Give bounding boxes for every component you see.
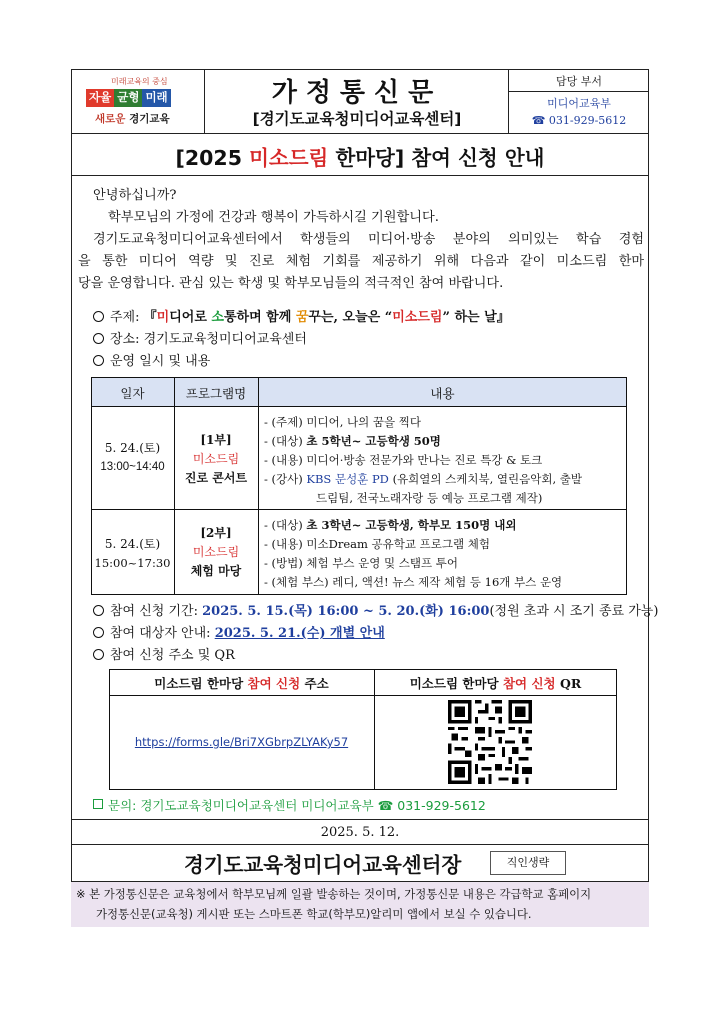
table-row-divider	[91, 509, 627, 510]
checkbox-square-icon	[93, 799, 103, 809]
intro-line-1: 경기도교육청미디어교육센터에서 학생들의 미디어·방송 분야의 의미있는 학습 경험	[93, 232, 644, 247]
page-subtitle: [경기도교육청미디어교육센터]	[252, 110, 462, 128]
apply-period-item: 참여 신청 기간: 2025. 5. 15.(목) 16:00 ~ 5. 20.(화) 16:00(정원 초과 시 조기 종료 가능)	[93, 602, 658, 622]
col-header-program: 프로그램명	[185, 386, 247, 401]
row1-program: [1부] 미소드림 진로 콘서트	[184, 433, 248, 485]
signup-link[interactable]: https://forms.gle/Bri7XGbrpZLYAKy57	[134, 735, 349, 749]
row2-program: [2부] 미소드림 체험 마당	[190, 526, 242, 578]
logo	[86, 89, 171, 107]
logo-tagline: 미래교육의 중심	[111, 77, 168, 86]
row2-line-1: - (대상) 초 3학년~ 고등학생, 학부모 150명 내외	[264, 518, 517, 532]
greeting: 안녕하십니까?	[93, 188, 177, 203]
row2-line-2: - (내용) 미소Dream 공유학교 프로그램 체험	[264, 537, 490, 551]
issuer-signature: 경기도교육청미디어교육센터장	[184, 853, 462, 877]
contact-info: 문의: 경기도교육청미디어교육센터 미디어교육부 ☎ 031-929-5612	[93, 796, 486, 814]
doc-title: [2025 미소드림 한마당] 참여 신청 안내	[175, 146, 545, 170]
logo-word-1: 자율	[86, 89, 114, 107]
logo-word-3: 미래	[142, 89, 170, 107]
page-title: 가정통신문	[271, 78, 443, 108]
row2-line-4: - (체험 부스) 레디, 액션! 뉴스 제작 체험 등 16개 부스 운영	[264, 575, 563, 589]
bullet-circle-icon	[93, 649, 104, 660]
table-col-divider	[258, 377, 259, 595]
intro-line-2: 을 통한 미디어 역량 및 진로 체험 기회를 제공하기 위해 다음과 같이 미소드림 한마	[78, 254, 644, 269]
row1-line-1: - (주제) 미디어, 나의 꿈을 찍다	[264, 415, 421, 429]
row1-line-2: - (대상) 초 5학년~ 고등학생 50명	[264, 434, 441, 448]
footer-note-line-1: ※ 본 가정통신문은 교육청에서 학부모님께 일괄 발송하는 것이며, 가정통신문 내용은 각급학교 홈페이지	[76, 887, 592, 901]
col-header-qr: 미소드림 한마당 참여 신청 QR	[409, 676, 582, 691]
bullet-circle-icon	[93, 605, 104, 616]
row1-line-4: - (강사) KBS 문성훈 PD (유희열의 스케치북, 열린음악회, 출발	[264, 472, 582, 486]
row2-line-3: - (방법) 체험 부스 운영 및 스탬프 투어	[264, 556, 458, 570]
dept-phone: ☎ 031-929-5612	[531, 114, 627, 127]
qr-code-icon[interactable]	[448, 700, 532, 784]
row1-date: 5. 24.(토) 13:00~14:40	[100, 441, 165, 473]
bullet-circle-icon	[93, 627, 104, 638]
col-header-content: 내용	[430, 386, 455, 401]
logo-slogan: 새로운 경기교육	[95, 113, 170, 125]
place-item: 장소: 경기도교육청미디어교육센터	[93, 330, 307, 350]
seal-omitted: 직인생략	[490, 851, 566, 875]
col-header-url: 미소드림 한마당 참여 신청 주소	[154, 676, 329, 691]
schedule-label: 운영 일시 및 내용	[93, 352, 210, 372]
dept-label: 담당 부서	[555, 75, 602, 88]
footer-note-line-2: 가정통신문(교육청) 게시판 또는 스마트폰 학교(학부모)알리미 앱에서 보실 수 있습니다.	[96, 907, 532, 921]
dept-name: 미디어교육부	[547, 97, 611, 110]
wish: 학부모님의 가정에 건강과 행복이 가득하시길 기원합니다.	[108, 210, 439, 225]
col-header-date: 일자	[120, 386, 145, 401]
apply-addr-label: 참여 신청 주소 및 QR	[93, 646, 235, 666]
bullet-circle-icon	[93, 333, 104, 344]
bullet-circle-icon	[93, 311, 104, 322]
logo-word-2: 균형	[114, 89, 142, 107]
dept-divider	[509, 91, 649, 92]
notice-item: 참여 대상자 안내: 2025. 5. 21.(수) 개별 안내	[93, 624, 385, 644]
row2-date: 5. 24.(토) 15:00~17:30	[94, 537, 171, 570]
intro-line-3: 당을 운영합니다. 관심 있는 학생 및 학부모님들의 적극적인 참여 바랍니다.	[78, 276, 504, 291]
row1-line-3: - (내용) 미디어·방송 전문가와 만나는 진로 특강 & 토크	[264, 453, 543, 467]
theme-item: 주제: 『미디어로 소통하며 함께 꿈꾸는, 오늘은 “미소드림” 하는 날』	[93, 308, 510, 328]
row1-line-5: 드림팀, 전국노래자랑 등 예능 프로그램 제작)	[316, 491, 543, 505]
bullet-circle-icon	[93, 355, 104, 366]
issue-date: 2025. 5. 12.	[320, 825, 400, 840]
